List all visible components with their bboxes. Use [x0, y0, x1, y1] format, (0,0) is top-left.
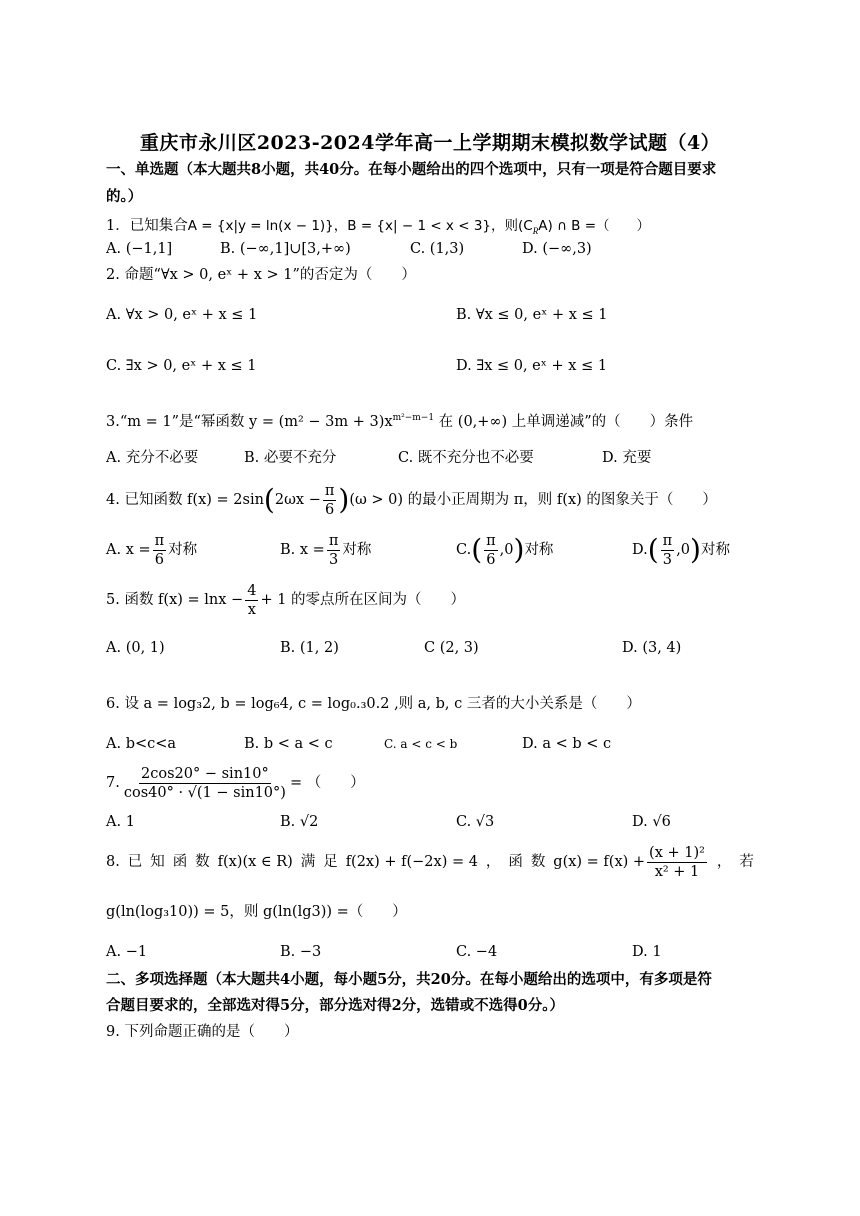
q1-option-a: A. (−1,1]	[106, 241, 173, 257]
q4-option-a: A. x = $\frac{\pi}{6}$ 对称	[106, 532, 198, 568]
q2-option-a: A. ∀x > 0, eˣ + x ≤ 1	[106, 307, 258, 323]
q7-fraction: $\frac{2\cos 20^\circ - \sin 10^\circ}{\cos 40^\circ \cdot √(1 - \sin 10^\circ)}$	[123, 765, 286, 801]
question-2-stem: 2. 命题“∀x > 0, eˣ + x > 1”的否定为（ ）	[106, 267, 416, 283]
q6-option-d: D. a < b < c	[522, 736, 612, 752]
q3-option-a: A. 充分不必要	[106, 450, 199, 466]
q4-pi-over-6: $\frac{\pi}{6}$	[324, 482, 335, 518]
q4-option-d: D. ( $\frac{\pi}{3}$ ,0 ) 对称	[632, 532, 730, 568]
q8-fraction: $\frac{\text{(x + 1)²}}{\text{x² + 1}}$	[649, 844, 705, 880]
question-5-stem: 5. 函数 f(x) = lnx − $\frac{4}{x}$ + 1 的零点所在区间为（ ）	[106, 582, 466, 618]
section1-heading-line1: 一、单选题（本大题共8小题，共40分。在每小题给出的四个选项中，只有一项是符合题目要求	[106, 161, 717, 178]
q4-option-c: C. ( $\frac{\pi}{6}$ ,0 ) 对称	[456, 532, 554, 568]
question-8-stem-line1: 8. 已 知 函 数 f(x)(x ∈ R) 满 足 f(2x) + f(−2x) = 4 ， 函 数 g(x) = f(x) + $\frac{\text{(x + 1)²}}{\text{x² + 1}}$ ， 若	[106, 844, 754, 880]
q5-four-over-x: $\frac{4}{x}$	[247, 582, 257, 618]
question-3-stem: 3.“m = 1”是“幂函数 $y = (m^2 - 3m + 3)x^{m^2-m-1}$ 在 (0,+∞) 上单调递减”的（ ）条件	[106, 413, 694, 430]
q6-option-c: C. a < c < b	[384, 737, 458, 751]
q5-option-d: D. (3, 4)	[622, 640, 682, 656]
question-7-stem: 7. $\frac{2\cos 20^\circ - \sin 10^\circ}{\cos 40^\circ \cdot √(1 - \sin 10^\circ)}$ = （ ）	[106, 765, 365, 801]
q2-option-c: C. ∃x > 0, eˣ + x ≤ 1	[106, 358, 257, 374]
q5-option-a: A. (0, 1)	[106, 640, 165, 656]
page-title: 重庆市永川区2023-2024学年高一上学期期末模拟数学试题（4）	[139, 132, 721, 154]
q1-option-b: B. (−∞,1]∪[3,+∞)	[220, 241, 351, 257]
q7-option-b: B. √2	[280, 814, 319, 830]
q7-option-d: D. √6	[632, 814, 671, 830]
q7-option-a: A. 1	[106, 814, 135, 830]
q2-option-d: D. ∃x ≤ 0, eˣ + x ≤ 1	[456, 358, 608, 374]
q3-option-c: C. 既不充分也不必要	[398, 450, 534, 466]
question-8-stem-line2: g(ln(log₃10)) = 5，则 g(ln(lg3)) =（ ）	[106, 904, 407, 920]
q6-option-a: A. b<c<a	[106, 736, 177, 752]
question-1-stem: 1．已知集合A = {x|y = ln(x − 1)}，B = {x| − 1 < x < 3}，则$(C_RA)$ ∩ B =（ ）	[106, 218, 651, 236]
q8-option-b: B. −3	[280, 944, 322, 960]
q2-option-b: B. ∀x ≤ 0, eˣ + x ≤ 1	[456, 307, 608, 323]
q7-option-c: C. √3	[456, 814, 495, 830]
question-6-stem: 6. 设 a = log₃2, b = log₆4, c = log₀.₃0.2 ,则 a, b, c 三者的大小关系是（ ）	[106, 696, 641, 712]
q8-option-a: A. −1	[106, 944, 148, 960]
q3-option-d: D. 充要	[602, 450, 652, 466]
q3-option-b: B. 必要不充分	[244, 450, 337, 466]
section2-heading-line1: 二、多项选择题（本大题共4小题，每小题5分，共20分。在每小题给出的选项中，有多项是符	[106, 971, 712, 988]
q1-option-d: D. (−∞,3)	[522, 241, 592, 257]
question-9-stem: 9. 下列命题正确的是（ ）	[106, 1024, 299, 1040]
q5-option-c: C (2, 3)	[424, 640, 479, 656]
section2-heading-line2: 合题目要求的，全部选对得5分，部分选对得2分，选错或不选得0分。）	[106, 997, 565, 1014]
q5-option-b: B. (1, 2)	[280, 640, 339, 656]
q4-option-b: B. x = $\frac{\pi}{3}$ 对称	[280, 532, 372, 568]
q8-option-d: D. 1	[632, 944, 662, 960]
question-4-stem: 4. 已知函数 f(x) = 2sin ( 2ωx − $\frac{\pi}{6}$ ) (ω > 0) 的最小正周期为 π，则 f(x) 的图象关于（ ）	[106, 482, 717, 518]
q8-option-c: C. −4	[456, 944, 498, 960]
section1-heading-line2: 的。）	[106, 188, 143, 205]
q6-option-b: B. b < a < c	[244, 736, 333, 752]
q1-option-c: C. (1,3)	[410, 241, 465, 257]
